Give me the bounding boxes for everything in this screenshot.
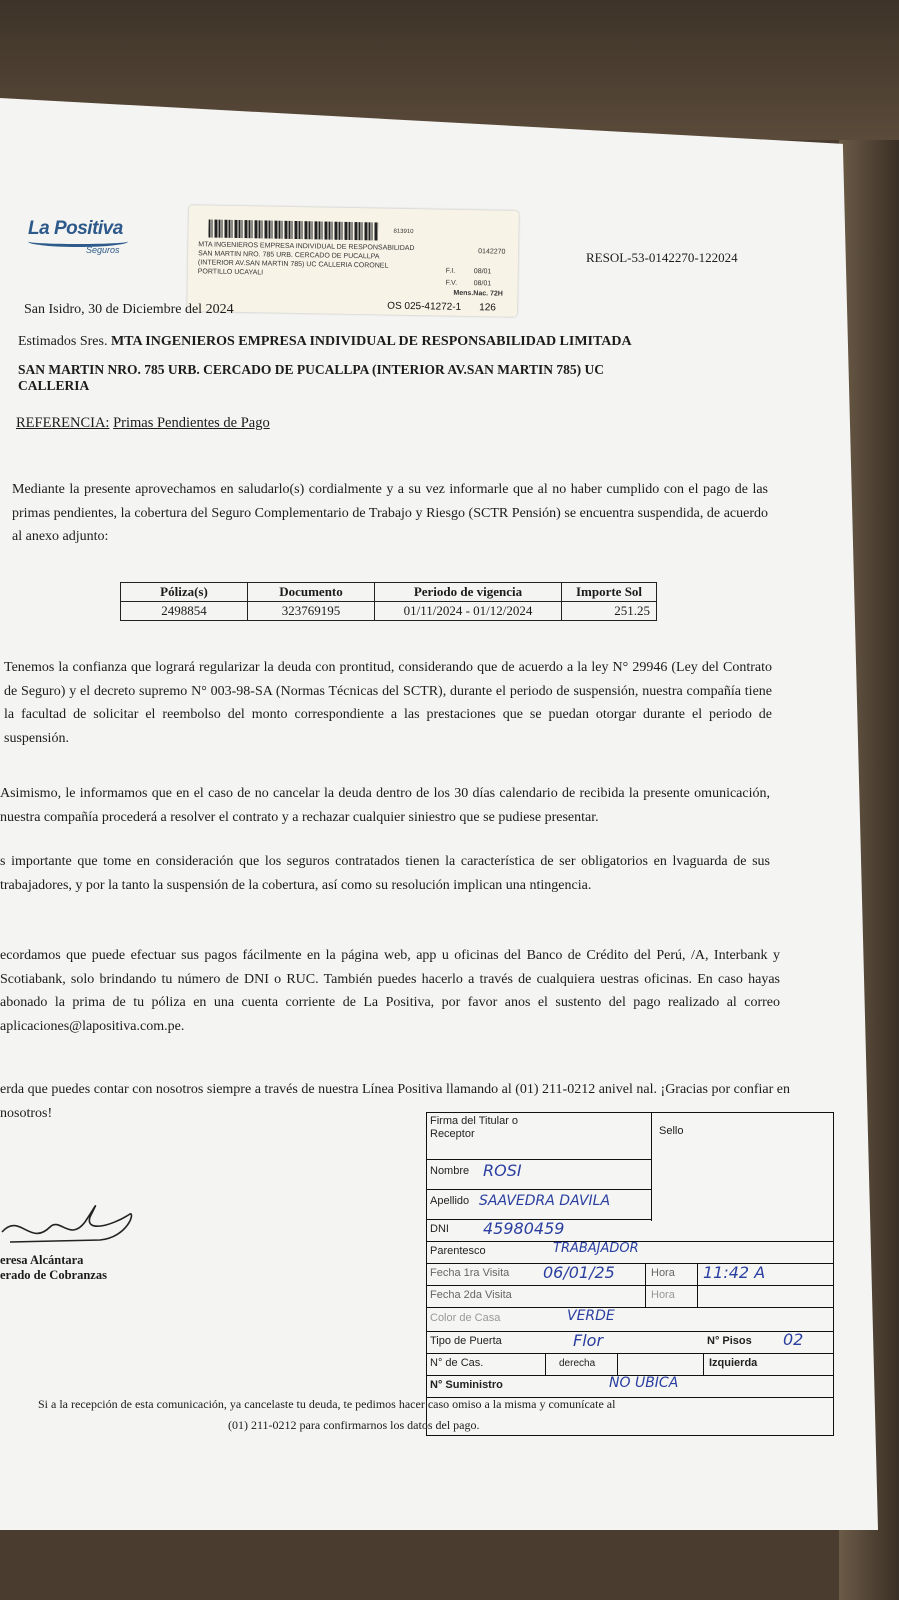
fecha1-label: Fecha 1ra Visita — [430, 1267, 510, 1279]
cas-label: N° de Cas. — [430, 1357, 484, 1369]
policy-table — [120, 582, 657, 621]
signatory-name: eresa Alcántara — [0, 1253, 84, 1267]
dni-label: DNI — [430, 1223, 449, 1235]
nombre-label: Nombre — [430, 1165, 470, 1177]
label-fi-value: 08/01 — [473, 268, 492, 276]
label-line-4: PORTILLO UCAYALI — [197, 268, 264, 277]
label-fv: F.V. — [445, 279, 458, 287]
label-os: OS 025-41272-1 — [387, 300, 462, 313]
dni-value: 45980459 — [483, 1219, 565, 1238]
paragraph-2: Tenemos la confianza que logrará regularizar la deuda con prontitud, considerando que de acuerdo a la ley N° 29946 (Ley del Contrato de Seguro) y el decreto supremo N° 003-98-SA (Normas Técnicas del SCTR), durante el periodo de suspensión, nuestra compañía tiene la facultad de solicitar el reembolso del monto correspondiente a las prestaciones que se puedan otorgar durante el periodo de suspensión. — [4, 660, 772, 746]
signatory — [0, 1253, 107, 1283]
footer-note — [38, 1394, 718, 1436]
label-code: 0142270 — [478, 248, 506, 256]
label-line-3: (INTERIOR AV.SAN MARTIN 785) UC CALLERIA CORONEL — [197, 259, 389, 270]
row-parentesco — [427, 1241, 833, 1264]
address-line-1: SAN MARTIN NRO. 785 URB. CERCADO DE PUCALLPA (INTERIOR AV.SAN MARTIN 785) UC — [18, 362, 604, 377]
casa-divider-1 — [545, 1353, 546, 1375]
parentesco-label: Parentesco — [430, 1245, 486, 1257]
recipient-address — [18, 362, 658, 394]
fecha2-divider — [645, 1285, 646, 1307]
paragraph-3: Asimismo, le informamos que en el caso de no cancelar la deuda dentro de los 30 días calendario de recibida la presente omunicación, nuestra compañía procederá a resolver el contrato y a rechazar cualquier siniestro que se pudiese presentar. — [0, 786, 770, 825]
paragraph-4: s importante que tome en consideración que los seguros contratados tienen la característica de ser obligatorios en lvaguarda de sus trabajadores, y por la tanto la suspensión de la cobertura, así como su resolución implican una ntingencia. — [0, 854, 770, 893]
salutation — [18, 334, 632, 350]
puerta-label: Tipo de Puerta — [430, 1335, 502, 1347]
footer-line-1: Si a la recepción de esta comunicación, ya cancelaste tu deuda, te pedimos hacer caso omiso a la misma y comunícate al — [38, 1397, 616, 1411]
visit-form — [426, 1112, 834, 1436]
cell-periodo: 01/11/2024 - 01/12/2024 — [375, 602, 562, 621]
row-fecha2 — [427, 1285, 833, 1308]
header-documento: Documento — [248, 583, 375, 602]
letter-date: San Isidro, 30 de Diciembre del 2024 — [24, 302, 234, 317]
footer-line-2: (01) 211-0212 para confirmarnos los datos del pago. — [228, 1418, 480, 1432]
header-periodo: Periodo de vigencia — [375, 583, 562, 602]
form-divider — [651, 1113, 652, 1221]
signature-icon — [0, 1192, 140, 1252]
row-nombre — [427, 1159, 651, 1190]
color-label: Color de Casa — [430, 1312, 501, 1324]
hora-label: Hora — [651, 1267, 675, 1279]
row-color — [427, 1307, 833, 1332]
hora-value: 11:42 A — [703, 1263, 766, 1282]
paragraph-5: ecordamos que puede efectuar sus pagos fácilmente en la página web, app u oficinas del Banco de Crédito del Perú, /A, Interbank y Scotiabank, solo brindando tu número de DNI o RUC. También puedes hacerlo a través de cualquiera uestras oficinas. En caso hayas abonado la prima de tu póliza en una cuenta corriente de La Positiva, por favor anos el sustento del pago realizado al correo aplicaciones@lapositiva.com.pe. — [0, 948, 780, 1034]
address-line-2: CALLERIA — [18, 378, 90, 393]
apellido-value: SAAVEDRA DAVILA — [479, 1193, 611, 1209]
cell-poliza: 2498854 — [121, 602, 248, 621]
brand-logo — [28, 218, 148, 255]
table-row — [121, 602, 657, 621]
hora2-label: Hora — [651, 1289, 675, 1301]
cell-importe: 251.25 — [562, 602, 657, 621]
label-line-1: MTA INGENIEROS EMPRESA INDIVIDUAL DE RESPONSABILIDAD — [198, 241, 415, 253]
reference-text: Primas Pendientes de Pago — [113, 415, 270, 431]
barcode-icon — [208, 219, 378, 240]
sello-label: Sello — [659, 1125, 684, 1137]
label-fv-value: 08/01 — [473, 280, 492, 288]
resolution-code: RESOL-53-0142270-122024 — [586, 250, 738, 265]
row-puerta — [427, 1331, 833, 1354]
apellido-label: Apellido — [430, 1195, 470, 1207]
pisos-label: N° Pisos — [707, 1335, 752, 1347]
firma-label: Firma del Titular o Receptor — [430, 1115, 519, 1140]
label-mens: Mens.Nac. 72H — [453, 289, 503, 298]
derecha-label: derecha — [559, 1358, 596, 1369]
shipping-label — [187, 205, 519, 317]
pisos-value: 02 — [783, 1330, 804, 1349]
cell-documento: 323769195 — [248, 602, 375, 621]
row-casa — [427, 1353, 833, 1376]
fecha1-divider — [645, 1263, 646, 1285]
puerta-value: Flor — [573, 1331, 604, 1350]
parentesco-value: TRABAJADOR — [553, 1241, 639, 1256]
color-value: VERDE — [567, 1308, 615, 1324]
row-dni — [427, 1219, 833, 1242]
paragraph-1: Mediante la presente aprovechamos en saludarlo(s) cordialmente y a su vez informarle que al no haber cumplido con el pago de las primas pendientes, la cobertura del Seguro Complementario de Trabajo y Riesgo (SCTR Pensión) se encuentra suspendida, de acuerdo al anexo adjunto: — [12, 482, 768, 544]
fecha2-label: Fecha 2da Visita — [430, 1289, 512, 1301]
salutation-prefix: Estimados Sres. — [18, 334, 108, 349]
table-header-row — [121, 583, 657, 602]
signatory-title: erado de Cobranzas — [0, 1268, 107, 1282]
casa-divider-2 — [617, 1353, 618, 1375]
fecha1-value: 06/01/25 — [543, 1263, 615, 1282]
izquierda-label: Izquierda — [709, 1357, 758, 1369]
label-os-num: 126 — [479, 302, 496, 314]
brand-sub: Seguros — [86, 245, 120, 255]
header-importe: Importe Sol — [562, 583, 657, 602]
row-fecha1 — [427, 1263, 833, 1286]
row-firma — [427, 1113, 651, 1160]
recipient-name: MTA INGENIEROS EMPRESA INDIVIDUAL DE RESPONSABILIDAD LIMITADA — [110, 334, 632, 349]
brand-name: La Positiva — [28, 218, 123, 239]
reference-label: REFERENCIA: — [16, 415, 110, 431]
label-fi: F.I. — [445, 267, 456, 275]
reference — [16, 415, 270, 432]
row-apellido — [427, 1189, 651, 1220]
suministro-value: NO UBICA — [609, 1375, 679, 1391]
paragraph-6: erda que puedes contar con nosotros siempre a través de nuestra Línea Positiva llamando al (01) 211-0212 anivel nal. ¡Gracias por confiar en nosotros! — [0, 1082, 790, 1121]
suministro-label: N° Suministro — [430, 1379, 503, 1391]
barcode-number: 813910 — [393, 228, 414, 236]
nombre-value: ROSI — [483, 1161, 522, 1180]
label-line-2: SAN MARTIN NRO. 785 URB. CERCADO DE PUCALLPA — [198, 250, 380, 261]
casa-divider-3 — [703, 1353, 704, 1375]
header-poliza: Póliza(s) — [121, 583, 248, 602]
